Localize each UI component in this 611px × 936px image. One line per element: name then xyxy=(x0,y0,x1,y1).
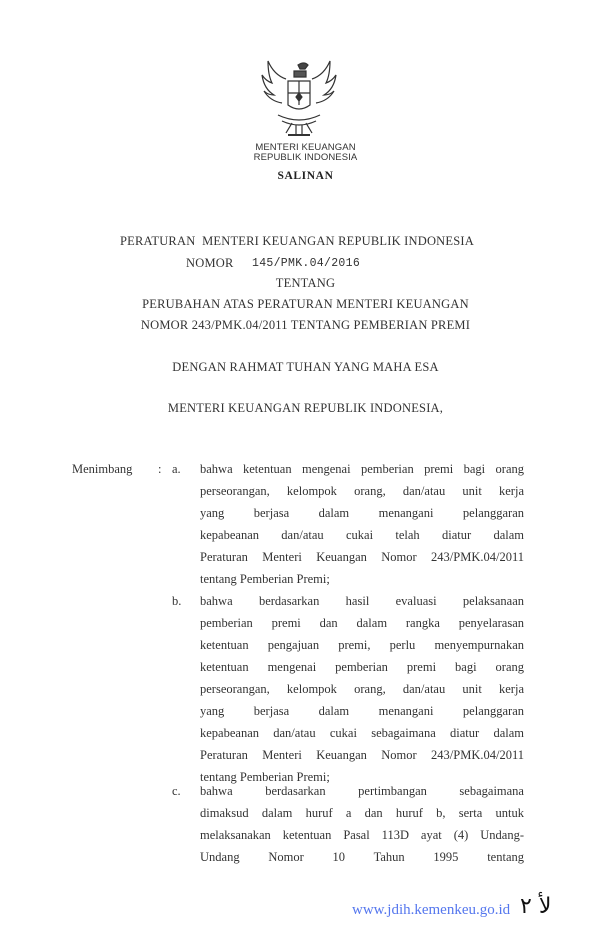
letterhead-ministry: MENTERI KEUANGAN xyxy=(255,142,356,153)
text-line: bahwa ketentuan mengenai pemberian premi bagi orang xyxy=(200,462,524,476)
text-line: tentang Pemberian Premi; xyxy=(200,770,330,784)
text-line: ketentuan mengenai pemberian premi bagi orang xyxy=(200,660,524,674)
item-marker: c. xyxy=(172,784,181,798)
text-line: melaksanakan ketentuan Pasal 113D ayat (4) Undang- xyxy=(200,828,524,842)
text-line: Peraturan Menteri Keuangan Nomor 243/PMK.04/2011 xyxy=(200,550,524,564)
text-line: yang berjasa dalam menangani pelanggaran xyxy=(200,506,524,520)
menimbang-label: Menimbang xyxy=(72,462,133,476)
text-line: Peraturan Menteri Keuangan Nomor 243/PMK.04/2011 xyxy=(200,748,524,762)
text-line: perseorangan, kelompok orang, dan/atau unit kerja xyxy=(200,682,524,696)
text-line: tentang Pemberian Premi; xyxy=(200,572,330,586)
text-line: yang berjasa dalam menangani pelanggaran xyxy=(200,704,524,718)
handwritten-page-mark: ﻷ ٢ xyxy=(520,894,552,919)
salinan-stamp: SALINAN xyxy=(277,170,334,182)
text-line: ketentuan pengajuan premi, perlu menyempurnakan xyxy=(200,638,524,652)
invocation: DENGAN RAHMAT TUHAN YANG MAHA ESA xyxy=(172,360,439,374)
garuda-emblem-icon xyxy=(258,57,340,141)
text-line: dimaksud dalam huruf a dan huruf b, serta untuk xyxy=(200,806,524,820)
item-marker: b. xyxy=(172,594,182,608)
text-line: bahwa berdasarkan pertimbangan sebagaimana xyxy=(200,784,524,798)
regulation-number: 145/PMK.04/2016 xyxy=(252,257,361,270)
text-line: kepabeanan dan/atau cukai telah diatur dalam xyxy=(200,528,524,542)
text-line: perseorangan, kelompok orang, dan/atau unit kerja xyxy=(200,484,524,498)
regulation-title: PERATURAN MENTERI KEUANGAN REPUBLIK INDONESIA xyxy=(120,234,474,248)
text-line: bahwa berdasarkan hasil evaluasi pelaksanaan xyxy=(200,594,524,608)
text-line: pemberian premi dan dalam rangka penyelarasan xyxy=(200,616,524,630)
regulation-subject-line2: NOMOR 243/PMK.04/2011 TENTANG PEMBERIAN PREMI xyxy=(140,318,471,332)
tentang-label: TENTANG xyxy=(275,276,336,290)
issuing-authority: MENTERI KEUANGAN REPUBLIK INDONESIA, xyxy=(167,401,444,415)
menimbang-colon: : xyxy=(158,462,162,476)
letterhead-country: REPUBLIK INDONESIA xyxy=(253,152,358,163)
regulation-subject-line1: PERUBAHAN ATAS PERATURAN MENTERI KEUANGAN xyxy=(142,297,469,311)
text-line: kepabeanan dan/atau cukai sebagaimana diatur dalam xyxy=(200,726,524,740)
footer-website-link[interactable]: www.jdih.kemenkeu.go.id xyxy=(352,902,511,918)
text-line: Undang Nomor 10 Tahun 1995 tentang xyxy=(200,850,524,864)
regulation-number-label: NOMOR xyxy=(186,256,234,270)
item-marker: a. xyxy=(172,462,181,476)
